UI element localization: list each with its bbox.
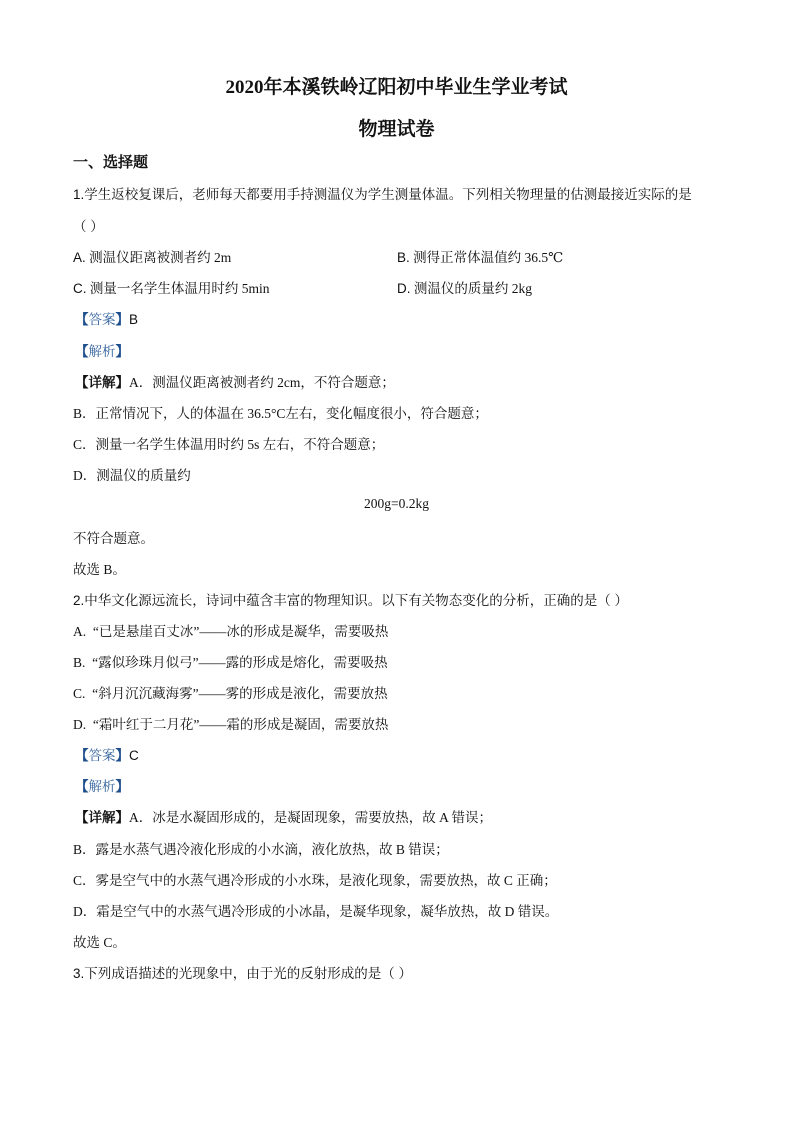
answer-value: B bbox=[129, 312, 139, 327]
answer-tag: 答案 bbox=[88, 748, 116, 763]
q3-stem: 3.下列成语描述的光现象中，由于光的反射形成的是（ ） bbox=[73, 966, 413, 981]
q1-stem: 1.学生返校复课后，老师每天都要用手持测温仪为学生测量体温。下列相关物理量的估测最接近实际的是 bbox=[73, 187, 692, 202]
q1-after-formula: 不符合题意。 bbox=[73, 531, 154, 546]
q2-detail-d: D．霜是空气中的水蒸气遇冷形成的小冰晶，是凝华现象，凝华放热，故 D 错误。 bbox=[73, 904, 559, 919]
q2-option-b: B. “露似珍珠月似弓”——露的形成是熔化，需要吸热 bbox=[73, 655, 388, 670]
q1-formula: 200g=0.2kg bbox=[364, 496, 429, 511]
q1-detail-c: C．测量一名学生体温用时约 5s 左右，不符合题意； bbox=[73, 437, 385, 452]
q1-option-d: D. 测温仪的质量约 2kg bbox=[397, 281, 532, 296]
document-title: 2020年本溪铁岭辽阳初中毕业生学业考试 bbox=[225, 77, 568, 98]
q1-answer: 【答案】B bbox=[75, 312, 139, 327]
q1-conclusion: 故选 B。 bbox=[73, 562, 126, 577]
answer-tag: 答案 bbox=[88, 312, 116, 327]
q2-option-a: A. “已是悬崖百丈冰”——冰的形成是凝华，需要吸热 bbox=[73, 624, 389, 639]
q1-option-a: A. 测温仪距离被测者约 2m bbox=[73, 250, 232, 265]
q1-analysis-tag: 【解析】 bbox=[75, 344, 129, 359]
q1-option-c: C. 测量一名学生体温用时约 5min bbox=[73, 281, 270, 296]
section-heading: 一、选择题 bbox=[73, 154, 149, 171]
document-subtitle: 物理试卷 bbox=[358, 119, 435, 140]
q1-detail-d: D．测温仪的质量约 bbox=[73, 468, 191, 483]
q1-detail-b: B．正常情况下，人的体温在 36.5°C左右，变化幅度很小，符合题意； bbox=[73, 406, 488, 421]
q2-answer: 【答案】C bbox=[75, 748, 139, 763]
q2-stem: 2.中华文化源远流长，诗词中蕴含丰富的物理知识。以下有关物态变化的分析，正确的是（ ） bbox=[73, 593, 629, 608]
q2-detail-c: C．雾是空气中的水蒸气遇冷形成的小水珠，是液化现象，需要放热，故 C 正确； bbox=[73, 873, 557, 888]
q1-option-b: B. 测得正常体温值约 36.5℃ bbox=[397, 250, 564, 265]
q2-option-c: C. “斜月沉沉藏海雾”——雾的形成是液化，需要放热 bbox=[73, 686, 388, 701]
q2-analysis-tag: 【解析】 bbox=[75, 779, 129, 794]
q1-stem-paren: （ ） bbox=[73, 219, 104, 234]
q2-conclusion: 故选 C。 bbox=[73, 935, 126, 950]
q1-detail-a: 【详解】A．测温仪距离被测者约 2cm，不符合题意； bbox=[75, 375, 395, 390]
q2-detail-b: B．露是水蒸气遇冷液化形成的小水滴，液化放热，故 B 错误； bbox=[73, 842, 449, 857]
q2-option-d: D. “霜叶红于二月花”——霜的形成是凝固，需要放热 bbox=[73, 717, 389, 732]
q2-detail-a: 【详解】A．冰是水凝固形成的，是凝固现象，需要放热，故 A 错误； bbox=[75, 810, 493, 825]
answer-value: C bbox=[129, 748, 139, 763]
